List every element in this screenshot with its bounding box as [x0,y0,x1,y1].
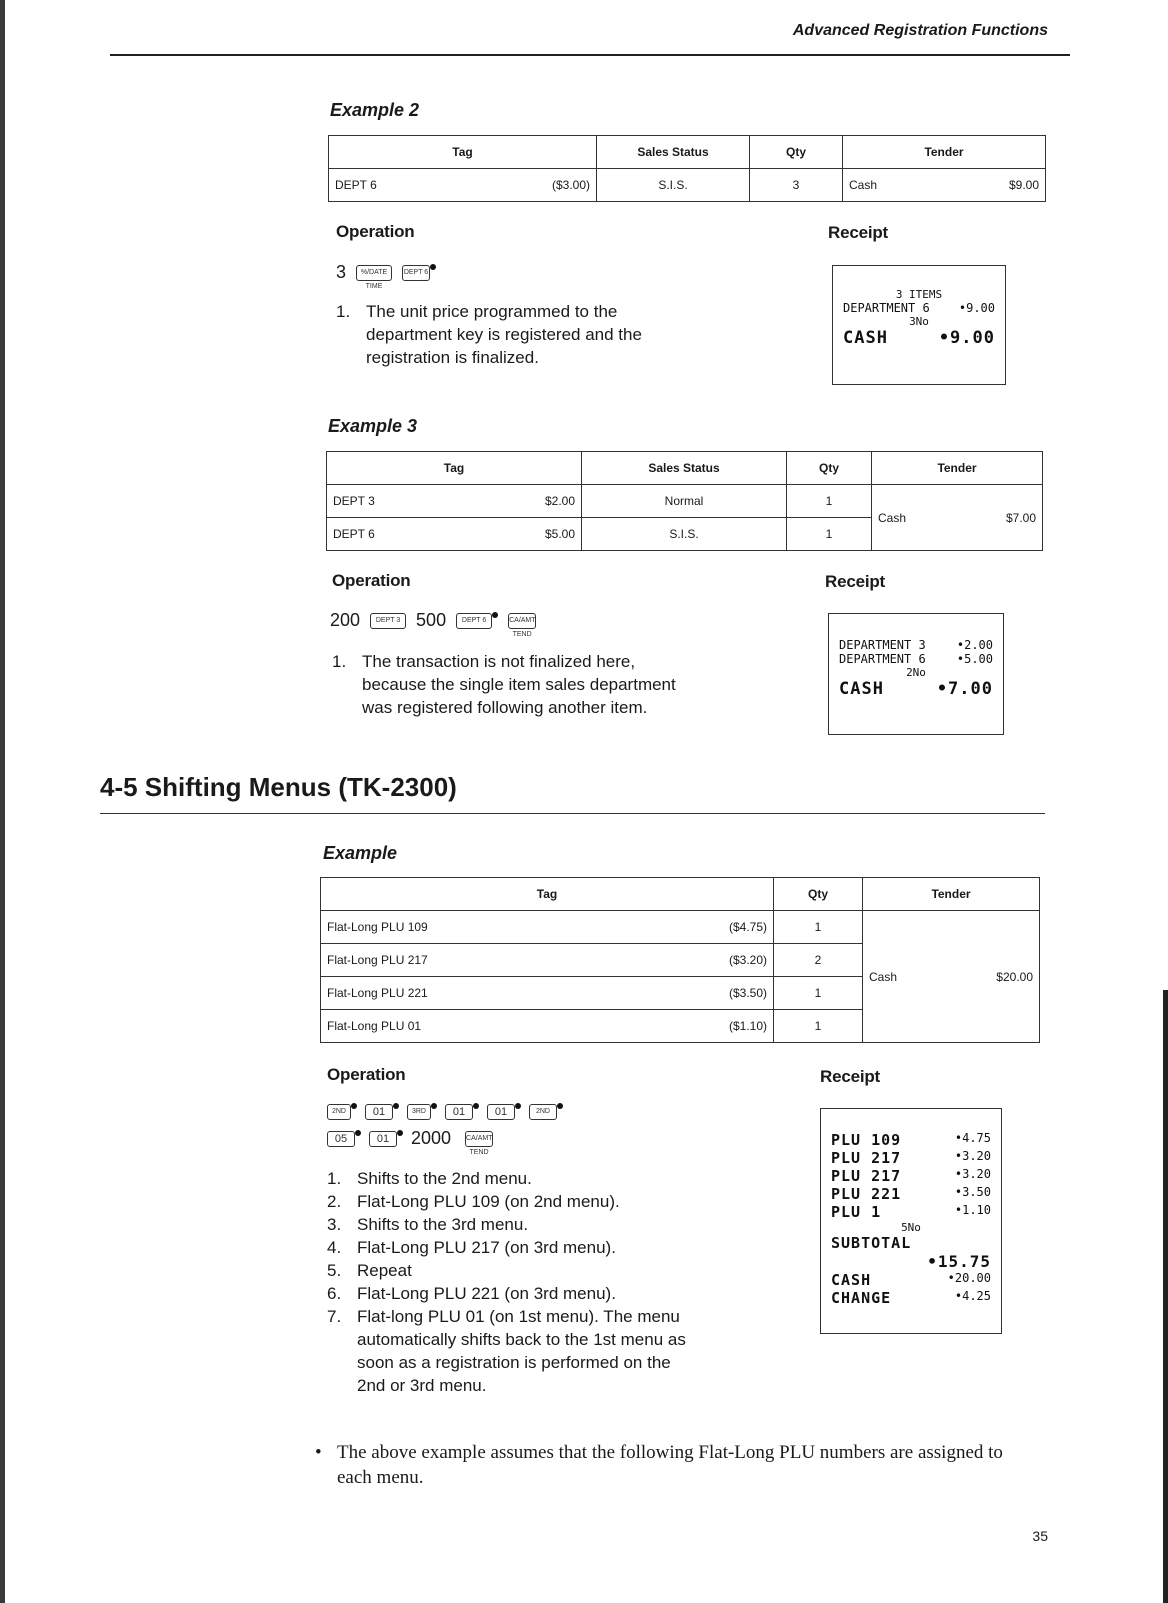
receipt-label-text: CASH [831,1271,872,1289]
shifting-menus-table [320,877,1040,1043]
third-menu-key [407,1104,431,1120]
dept-key-label: DEPT 6 [403,268,429,276]
tag-cell [321,944,774,977]
tender-type: Cash [869,969,898,984]
key-label: 2ND [535,1108,550,1115]
header-rule [110,54,1070,56]
step-text: The unit price programmed to the department key is registered and the registration is finalized. [366,302,642,367]
status-cell: S.I.S. [582,518,787,551]
tender-amount: $9.00 [1008,178,1039,192]
receipt-label-text: PLU 221 [831,1185,902,1203]
receipt-line [839,638,993,652]
tender-type: Cash [878,510,907,525]
tag-price: ($4.75) [728,920,767,934]
receipt-line [831,1289,991,1307]
receipt-label-text: CHANGE [831,1289,892,1307]
key-label: 05 [334,1132,348,1145]
page-number: 35 [1032,1528,1048,1544]
list-item [327,1213,687,1236]
example-title: Example [323,843,398,863]
receipt-total [839,679,993,699]
receipt-value: •3.20 [954,1167,991,1181]
receipt-total [843,328,995,348]
receipt-value: •3.50 [954,1185,991,1199]
key-sequence [336,262,430,290]
press-marker-icon [492,612,498,618]
dept-6-key [456,613,492,629]
qty-cell: 1 [774,1010,863,1043]
tag-price: ($3.50) [728,986,767,1000]
receipt-label-text: PLU 217 [831,1149,902,1167]
key-sequence [330,610,536,638]
receipt-label: Receipt [828,223,889,242]
tender-type: Cash [849,178,878,192]
section-title: 4-5 Shifting Menus (TK-2300) [100,772,457,802]
col-tender: Tender [872,452,1043,485]
press-marker-icon [557,1103,563,1109]
tag-price: $2.00 [544,494,575,508]
plu-key [487,1104,515,1120]
example-3-table [326,451,1043,551]
tag-name: DEPT 3 [333,494,375,508]
tag-name: DEPT 6 [333,527,375,541]
status-cell: Normal [582,485,787,518]
scan-right-edge [1163,990,1168,1603]
example-2-title: Example 2 [330,100,420,120]
receipt-line [831,1271,991,1289]
receipt-label-text: PLU 217 [831,1167,902,1185]
col-tender: Tender [843,136,1046,169]
tender-amount: $7.00 [1005,510,1036,525]
receipt-line [831,1203,991,1221]
table-row [327,485,1043,518]
dept-key [402,265,430,281]
list-item [327,1190,687,1213]
receipt-value: •5.00 [956,652,993,666]
press-marker-icon [431,1103,437,1109]
operation-label: Operation [336,222,415,241]
step-text: Repeat [357,1261,412,1280]
qty-cell: 1 [774,911,863,944]
tag-cell [321,1010,774,1043]
list-item [327,1236,687,1259]
press-marker-icon [430,264,436,270]
receipt-subtotal-label: SUBTOTAL [831,1234,912,1252]
tag-name: DEPT 6 [335,178,377,192]
key-label: 01 [452,1106,466,1118]
step-text: Shifts to the 2nd menu. [357,1169,532,1188]
step-number: 2. [327,1192,342,1211]
col-sales-status: Sales Status [582,452,787,485]
receipt-line [831,1167,991,1185]
qty-cell: 3 [750,169,843,202]
example-2-receipt [832,265,1006,385]
step-text: Flat-Long PLU 221 (on 3rd menu). [357,1284,616,1303]
tag-cell [321,977,774,1010]
status-cell: S.I.S. [597,169,750,202]
tender-cell [843,169,1046,202]
receipt-value: •9.00 [958,301,995,315]
receipt-count: 2No [906,666,926,679]
tag-price: ($3.20) [728,953,767,967]
second-menu-key [529,1104,557,1120]
col-tag: Tag [321,878,774,911]
press-marker-icon [397,1130,403,1136]
receipt-value: •1.10 [954,1203,991,1217]
dept-3-key: DEPT 3 [370,613,406,629]
press-marker-icon [393,1103,399,1109]
key-label: 3RD [411,1108,426,1115]
list-item [327,1259,687,1282]
tag-price: ($1.10) [728,1019,767,1033]
key-sequence-line-1 [327,1104,557,1120]
col-tender: Tender [863,878,1040,911]
receipt-value: •4.25 [954,1289,991,1303]
key-sequence-line-2 [327,1128,493,1156]
dept-key-label: DEPT 6 [461,616,487,624]
receipt-label-text: DEPARTMENT 3 [839,638,926,652]
op-number: 3 [336,262,347,282]
tender-cell [863,911,1040,1043]
receipt-value: •7.00 [936,679,993,699]
step-number: 5. [327,1261,342,1280]
col-tag: Tag [329,136,597,169]
tag-price: $5.00 [544,527,575,541]
example-2-steps [336,300,676,369]
receipt-label: Receipt [820,1067,881,1086]
list-item [336,300,676,369]
press-marker-icon [515,1103,521,1109]
step-text: Flat-long PLU 01 (on 1st menu). The menu automatically shifts back to the 1st menu as soon as a registration is performed on the 2nd or 3rd menu. [357,1307,686,1395]
receipt-label-text: PLU 109 [831,1131,902,1149]
receipt-line [831,1185,991,1203]
receipt-label-text: CASH [843,328,888,348]
key-label: 01 [372,1106,386,1118]
receipt-label: Receipt [825,572,886,591]
example-2-table [328,135,1046,202]
receipt-label-text: PLU 1 [831,1203,882,1221]
col-qty: Qty [750,136,843,169]
tag-name: Flat-Long PLU 109 [327,920,428,934]
date-time-key: %/DATE TIME [356,265,392,281]
step-text: Flat-Long PLU 217 (on 3rd menu). [357,1238,616,1257]
receipt-line [839,652,993,666]
receipt-line [831,1149,991,1167]
op-number: 2000 [411,1128,452,1148]
step-number: 3. [327,1215,342,1234]
note-bullet [315,1440,1015,1490]
plu-key [369,1131,397,1147]
step-number: 6. [327,1284,342,1303]
receipt-line [831,1131,991,1149]
step-number: 1. [332,652,347,671]
op-number: 200 [330,610,361,630]
receipt-value: •3.20 [954,1149,991,1163]
press-marker-icon [473,1103,479,1109]
col-tag: Tag [327,452,582,485]
tag-price: ($3.00) [551,178,590,192]
receipt-value: •2.00 [956,638,993,652]
step-text: Flat-Long PLU 109 (on 2nd menu). [357,1192,620,1211]
receipt-count: 5No [901,1221,921,1234]
step-text: Shifts to the 3rd menu. [357,1215,529,1234]
example-3-title: Example 3 [328,416,418,436]
operation-label: Operation [332,571,411,590]
tag-name: Flat-Long PLU 221 [327,986,428,1000]
qty-cell: 1 [774,977,863,1010]
list-item [332,650,702,719]
cash-tend-key: CA/AMT TEND [465,1131,493,1147]
step-text: The transaction is not finalized here, because the single item sales department was registered following another item. [362,652,676,717]
qty-cell: 2 [774,944,863,977]
scan-left-edge [0,0,5,1603]
shifting-menus-steps [327,1167,687,1397]
qty-cell: 1 [787,518,872,551]
press-marker-icon [355,1130,361,1136]
plu-key [365,1104,393,1120]
col-qty: Qty [787,452,872,485]
tender-amount: $20.00 [996,969,1033,984]
tag-cell [327,518,582,551]
running-header: Advanced Registration Functions [792,22,1048,39]
receipt-items: 3 ITEMS [895,288,943,301]
section-rule [100,813,1045,814]
operation-label: Operation [327,1065,406,1084]
receipt-line [843,301,995,315]
receipt-label-text: DEPARTMENT 6 [839,652,926,666]
note-text: The above example assumes that the following Flat-Long PLU numbers are assigned to each menu. [337,1442,1003,1488]
tag-name: Flat-Long PLU 217 [327,953,428,967]
example-3-receipt [828,613,1004,735]
receipt-label-text: CASH [839,679,884,699]
shifting-menus-receipt [820,1108,1002,1334]
list-item [327,1167,687,1190]
receipt-value: •4.75 [954,1131,991,1145]
op-number: 500 [416,610,447,630]
col-sales-status: Sales Status [597,136,750,169]
qty-cell: 1 [787,485,872,518]
plu-key [445,1104,473,1120]
cash-tend-key: CA/AMT TEND [508,613,536,629]
example-3-steps [332,650,702,719]
receipt-value: •9.00 [938,328,995,348]
receipt-label-text: DEPARTMENT 6 [843,301,930,315]
tender-cell [872,485,1043,551]
press-marker-icon [351,1103,357,1109]
plu-key [327,1131,355,1147]
key-label: 01 [494,1106,508,1118]
tag-cell [327,485,582,518]
key-label: 2ND [331,1108,346,1115]
key-label: 01 [376,1132,390,1145]
step-number: 1. [327,1169,342,1188]
bullet-icon: • [315,1442,322,1463]
list-item [327,1305,687,1397]
list-item [327,1282,687,1305]
step-number: 4. [327,1238,342,1257]
col-qty: Qty [774,878,863,911]
receipt-subtotal-value: •15.75 [927,1252,991,1271]
table-row [321,911,1040,944]
tag-cell [321,911,774,944]
receipt-count: 3No [909,315,929,328]
tag-name: Flat-Long PLU 01 [327,1019,422,1033]
receipt-value: •20.00 [947,1271,991,1285]
step-number: 7. [327,1307,342,1326]
step-number: 1. [336,302,351,321]
table-row [329,169,1046,202]
second-menu-key [327,1104,351,1120]
tag-cell [329,169,597,202]
